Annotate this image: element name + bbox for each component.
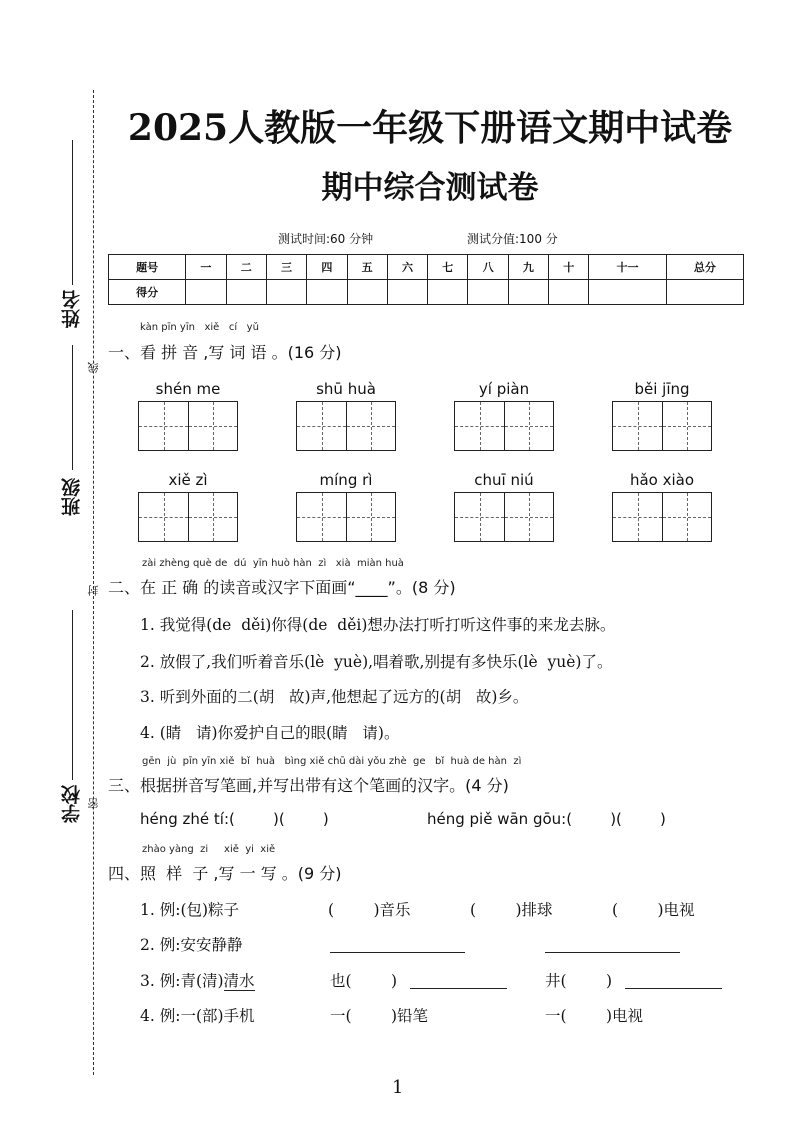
score-cell[interactable] [307, 280, 347, 305]
s4-row1-example: 1. 例:(包)粽子 [140, 901, 240, 919]
seal-mi: 密 [87, 798, 100, 809]
word-pinyin: míng rì [319, 471, 373, 489]
th-1: 一 [186, 255, 226, 280]
score-cell[interactable] [428, 280, 468, 305]
th-11: 十一 [589, 255, 666, 280]
school-blank[interactable] [72, 610, 73, 780]
seal-xian: 线 [87, 362, 100, 373]
tianzige-box[interactable] [296, 401, 396, 451]
tianzige-box[interactable] [296, 492, 396, 542]
exam-title: 2025人教版一年级下册语文期中试卷 [127, 107, 733, 149]
seal-feng: 封 [87, 585, 100, 596]
s4-row1-b: ( )排球 [470, 901, 553, 919]
th-8: 八 [468, 255, 508, 280]
s4-row4-example: 4. 例:一(部)手机 [140, 1007, 255, 1025]
score-row-label: 得分 [109, 280, 186, 305]
class-label: 班级 [61, 478, 83, 516]
th-2: 二 [226, 255, 266, 280]
s4-row3-a: 也( ) [330, 972, 398, 990]
s4-row2-blank-b[interactable] [545, 952, 680, 953]
score-cell[interactable] [186, 280, 226, 305]
tianzige-box[interactable] [454, 401, 554, 451]
score-cell[interactable] [589, 280, 666, 305]
name-blank[interactable] [72, 140, 73, 285]
binding-dashed-line [93, 90, 94, 1075]
th-total: 总分 [666, 255, 743, 280]
s4-row3-b: 井( ) [545, 972, 613, 990]
score-table [108, 254, 744, 305]
score-cell[interactable] [387, 280, 427, 305]
s3-heading: 三、根据拼音写笔画,并写出带有这个笔画的汉字。(4 分) [108, 776, 509, 795]
exam-subtitle: 期中综合测试卷 [321, 170, 539, 206]
tianzige-box[interactable] [612, 401, 712, 451]
s2-heading-pinyin: zài zhèng què de dú yīn huò hàn zì xià miàn huà [142, 558, 404, 569]
word-pinyin: chuī niú [474, 471, 534, 489]
word-pinyin: hǎo xiào [629, 471, 695, 489]
th-10: 十 [549, 255, 589, 280]
s2-heading: 二、在 正 确 的读音或汉字下面画“____”。(8 分) [108, 578, 456, 597]
s2-question-3: 3. 听到外面的二(胡 故)声,他想起了远方的(胡 故)乡。 [140, 688, 529, 706]
name-label: 姓名 [61, 290, 83, 328]
s4-row4-a: 一( )铅笔 [330, 1007, 429, 1025]
score-cell[interactable] [549, 280, 589, 305]
th-3: 三 [266, 255, 306, 280]
s4-row3-example [140, 969, 255, 991]
th-9: 九 [508, 255, 548, 280]
test-time: 测试时间:60 分钟 [278, 232, 374, 246]
score-cell[interactable] [508, 280, 548, 305]
word-pinyin: shū huà [316, 380, 376, 398]
tianzige-box[interactable] [138, 401, 238, 451]
word-pinyin: xiě zì [168, 471, 208, 489]
page-number: 1 [392, 1077, 404, 1098]
s4-row2-example: 2. 例:安安静静 [140, 936, 243, 954]
th-7: 七 [428, 255, 468, 280]
s4-row2-blank-a[interactable] [330, 952, 465, 953]
tianzige-box[interactable] [454, 492, 554, 542]
s4-row4-b: 一( )电视 [545, 1007, 644, 1025]
word-pinyin: běi jīng [634, 380, 690, 398]
score-cell[interactable] [666, 280, 743, 305]
s3-heading-pinyin: gēn jù pīn yīn xiě bǐ huà bìng xiě chū dài yǒu zhè ge bǐ huà de hàn zì [142, 756, 522, 767]
s4-row1-c: ( )电视 [612, 901, 695, 919]
s1-heading-pinyin: kàn pīn yīn xiě cí yǔ [140, 322, 259, 333]
s2-question-2: 2. 放假了,我们听着音乐(lè yuè),唱着歌,别提有多快乐(lè yuè)了。 [140, 653, 613, 671]
score-table-header [109, 255, 744, 280]
th-5: 五 [347, 255, 387, 280]
score-table-row [109, 280, 744, 305]
th-label: 题号 [109, 255, 186, 280]
s4-heading: 四、照 样 子 ,写 一 写 。(9 分) [108, 864, 342, 883]
s4-heading-pinyin: zhào yàng zi xiě yi xiě [142, 844, 276, 855]
s3-left-stroke: héng zhé tí:( )( ) [140, 810, 329, 828]
score-cell[interactable] [266, 280, 306, 305]
tianzige-box[interactable] [612, 492, 712, 542]
score-cell[interactable] [226, 280, 266, 305]
test-score: 测试分值:100 分 [467, 232, 558, 246]
class-blank[interactable] [72, 345, 73, 470]
th-6: 六 [387, 255, 427, 280]
s3-right-stroke: héng piě wān gōu:( )( ) [427, 810, 666, 828]
word-pinyin: shén me [155, 380, 221, 398]
word-pinyin: yí piàn [478, 380, 530, 398]
s4-row3-example-prefix: 3. 例:青(清) [140, 972, 224, 990]
s4-row3-blank-a[interactable] [410, 988, 507, 989]
s2-question-4: 4. (睛 请)你爱护自己的眼(睛 请)。 [140, 724, 400, 742]
school-label: 学校 [61, 785, 83, 823]
score-cell[interactable] [468, 280, 508, 305]
s1-heading: 一、看 拼 音 ,写 词 语 。(16 分) [108, 343, 342, 362]
th-4: 四 [307, 255, 347, 280]
tianzige-box[interactable] [138, 492, 238, 542]
s4-row3-example-underlined: 清水 [223, 972, 255, 990]
s4-row3-blank-b[interactable] [625, 988, 722, 989]
score-cell[interactable] [347, 280, 387, 305]
s4-row1-a: ( )音乐 [328, 901, 411, 919]
s2-question-1: 1. 我觉得(de děi)你得(de děi)想办法打听打听这件事的来龙去脉。 [140, 616, 616, 634]
